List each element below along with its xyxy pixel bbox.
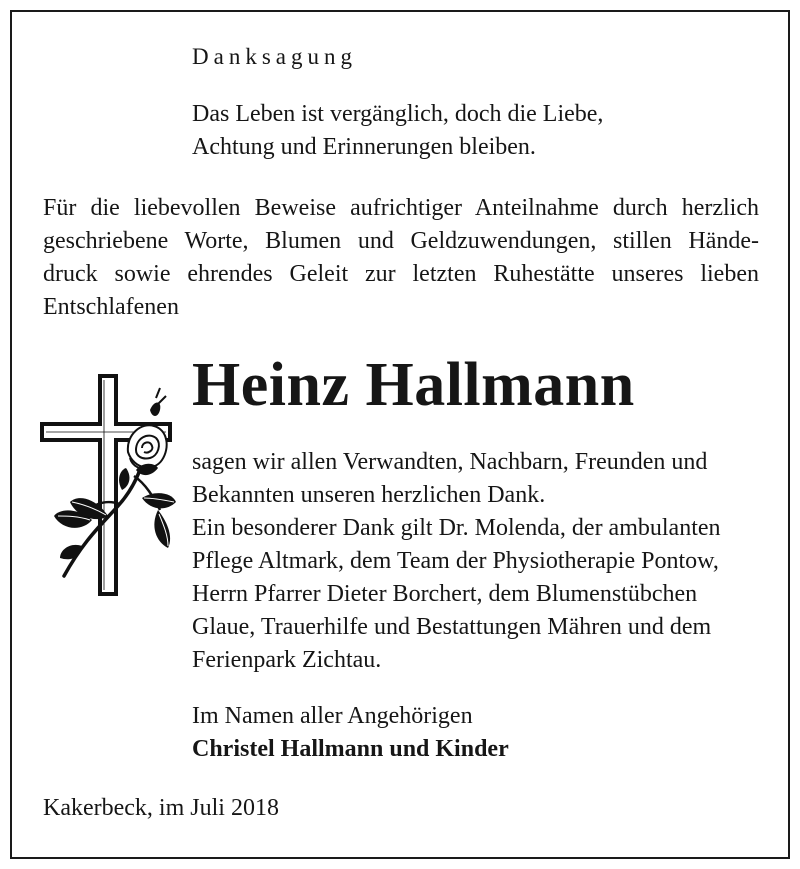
thanks-line: Bekannten unseren herzlichen Dank. [192, 482, 546, 508]
motto-line: Das Leben ist vergänglich, doch die Liebe, [192, 101, 604, 127]
thanks-paragraph [192, 446, 758, 677]
thanks-line: Herrn Pfarrer Dieter Borchert, dem Blumenstübchen [192, 581, 698, 607]
notice-heading: Danksagung [192, 44, 357, 69]
intro-line: geschriebene Worte, Blumen und Geldzuwendungen, stillen Hände- [43, 228, 759, 254]
place-date: Kakerbeck, im Juli 2018 [43, 795, 279, 821]
deceased-name: Heinz Hallmann [192, 351, 635, 419]
signature-intro: Im Namen aller Angehörigen [192, 703, 473, 729]
thanks-line: Ein besonderer Dank gilt Dr. Molenda, der ambulanten [192, 515, 721, 541]
thanks-line: sagen wir allen Verwandten, Nachbarn, Freunden und [192, 449, 708, 475]
thanks-line: Glaue, Trauerhilfe und Bestattungen Mähren und dem [192, 614, 712, 640]
intro-paragraph [43, 192, 759, 324]
thanks-line: Pflege Altmark, dem Team der Physiotherapie Pontow, [192, 548, 719, 574]
signature [192, 700, 509, 766]
intro-line: Für die liebevollen Beweise aufrichtiger Anteilnahme durch herzlich [43, 195, 759, 221]
intro-line: druck sowie ehrendes Geleit zur letzten Ruhestätte unseres lieben [43, 261, 759, 287]
motto-line: Achtung und Erinnerungen bleiben. [192, 134, 536, 160]
signature-name: Christel Hallmann und Kinder [192, 736, 509, 762]
motto [192, 98, 603, 164]
intro-line: Entschlafenen [43, 294, 179, 320]
cross-with-rose-icon [38, 370, 178, 600]
thanks-line: Ferienpark Zichtau. [192, 647, 382, 673]
